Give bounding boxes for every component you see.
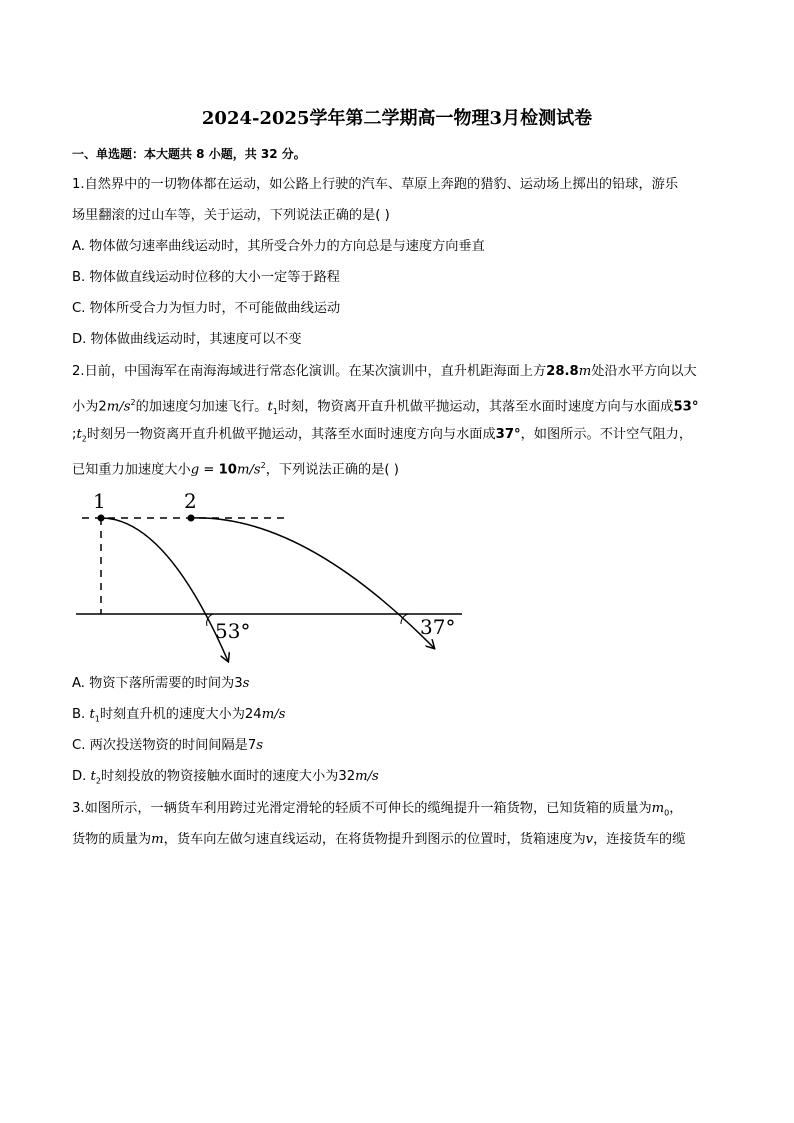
q2-option-b-value: 24	[244, 707, 262, 722]
q3-text: ，	[669, 801, 683, 816]
angle-arc-53	[207, 614, 213, 626]
q3-velocity-symbol: v	[585, 832, 594, 847]
figure-angle-53: 53°	[215, 619, 251, 643]
q2-option-c-text: C. 两次投送物资的时间间隔是	[72, 738, 248, 753]
q2-option-d-value: 32	[338, 769, 356, 784]
q3-text: 3.如图所示，一辆货车利用跨过光滑定滑轮的轻质不可伸长的缆绳提升一箱货物，已知货箱的质量为	[72, 801, 652, 816]
q2-option-a-unit: s	[242, 676, 250, 691]
q2-option-d-t2: t	[90, 769, 96, 784]
q2-text: 的加速度匀加速飞行。	[135, 399, 268, 415]
figure-label-1: 1	[93, 489, 106, 513]
q2-option-a-value: 3	[234, 676, 243, 691]
section-heading: 一、单选题：本大题共 8 小题，共 32 分。	[72, 147, 306, 161]
q2-gravity-unit: m/s	[236, 462, 261, 478]
q2-gravity-value: 10	[218, 462, 237, 478]
q2-option-b-t1: t	[89, 707, 95, 722]
figure-label-2: 2	[184, 489, 197, 513]
q1-option-d: D. 物体做曲线运动时，其速度可以不变	[72, 332, 302, 347]
q2-text: ，下列说法正确的是( )	[265, 462, 399, 478]
q3-cargo-mass-symbol: m	[151, 832, 164, 847]
q2-text: 已知重力加速度大小	[72, 462, 191, 478]
q3-box-mass-symbol: m	[651, 801, 665, 816]
q1-option-a: A. 物体做匀速率曲线运动时，其所受合外力的方向总是与速度方向垂直	[72, 239, 485, 254]
q2-text: 小为	[72, 399, 99, 415]
q3-text: 货物的质量为	[72, 832, 152, 847]
figure-angle-37: 37°	[420, 615, 456, 639]
q1-option-b: B. 物体做直线运动时位移的大小一定等于路程	[72, 270, 340, 285]
q2-option-b-prefix: B.	[72, 707, 90, 722]
q2-text: ，如图所示。不计空气阻力，	[520, 427, 693, 442]
q2-option-b-text: 时刻直升机的速度大小为	[99, 707, 245, 722]
q2-height-value: 28.8	[546, 364, 579, 379]
q2-option-d-text: 时刻投放的物资接触水面时的速度大小为	[100, 769, 339, 784]
projectile-diagram	[70, 486, 470, 666]
q1-stem-line-1: 1.自然界中的一切物体都在运动，如公路上行驶的汽车、草原上奔跑的猎豹、运动场上掷出的铅球，游乐	[72, 177, 679, 192]
q2-time-t2: t	[76, 427, 82, 442]
q2-accel-unit: m/s	[106, 399, 131, 415]
q2-option-d: D. $t_2$时刻投放的物资接触水面时的速度大小为32m/s	[72, 769, 379, 786]
q2-stem-line-1	[72, 364, 697, 380]
q2-angle-53: 53°	[673, 399, 699, 415]
q2-text: 2.日前，中国海军在南海海域进行常态化演训。在某次演训中，直升机距海面上方	[72, 364, 547, 379]
q2-height-unit: m	[578, 364, 592, 379]
trajectory-1	[101, 518, 228, 661]
q2-text: ;	[72, 427, 77, 442]
q2-text: 时刻，物资离开直升机做平抛运动，其落至水面时速度方向与水面成	[277, 399, 674, 415]
q2-stem-line-3: $;t_2$时刻另一物资离开直升机做平抛运动，其落至水面时速度方向与水面成37°，如图所示。不计空气阻力，	[72, 427, 693, 444]
q2-option-b: B. $t_1$时刻直升机的速度大小为24m/s	[72, 707, 286, 724]
q3-stem-line-1: 3.如图所示，一辆货车利用跨过光滑定滑轮的轻质不可伸长的缆绳提升一箱货物，已知货箱的质量为$m_0$，	[72, 801, 683, 818]
q2-accel-value: 2	[98, 399, 107, 415]
q2-option-a-text: A. 物资下落所需要的时间为	[72, 676, 235, 691]
q2-gravity-symbol: g	[190, 462, 200, 478]
q3-stem-line-2	[72, 832, 685, 848]
q2-option-b-unit: m/s	[261, 707, 286, 722]
q2-stem-line-2: 小为$2m/s^2$的加速度匀加速飞行。$t_1$时刻，物资离开直升机做平抛运动，其落至水面时速度方向与水面成53°	[72, 398, 699, 417]
q2-time-t1: t	[267, 399, 273, 415]
q2-text: 处沿水平方向以大	[591, 364, 697, 379]
q2-option-c-value: 7	[247, 738, 257, 753]
q2-option-a	[72, 676, 249, 692]
q2-text: 时刻另一物资离开直升机做平抛运动，其落至水面时速度方向与水面成	[86, 427, 496, 442]
q3-text: ，连接货车的缆	[593, 832, 686, 847]
q2-angle-37: 37°	[495, 427, 521, 442]
page-title: 2024-2025学年第二学期高一物理3月检测试卷	[201, 108, 593, 129]
q2-option-d-prefix: D.	[72, 769, 91, 784]
q2-option-c	[72, 738, 263, 754]
q3-text: ，货车向左做匀速直线运动，在将货物提升到图示的位置时，货箱速度为	[163, 832, 586, 847]
q1-option-c: C. 物体所受合力为恒力时，不可能做曲线运动	[72, 301, 341, 316]
q1-stem-line-2: 场里翻滚的过山车等，关于运动，下列说法正确的是( )	[72, 208, 390, 223]
q2-option-d-unit: m/s	[355, 769, 379, 784]
q2-equals: =	[199, 462, 219, 478]
q2-option-c-unit: s	[256, 738, 264, 753]
q2-stem-line-4: 已知重力加速度大小$g = 10m/s^2$，下列说法正确的是( )	[72, 461, 399, 478]
